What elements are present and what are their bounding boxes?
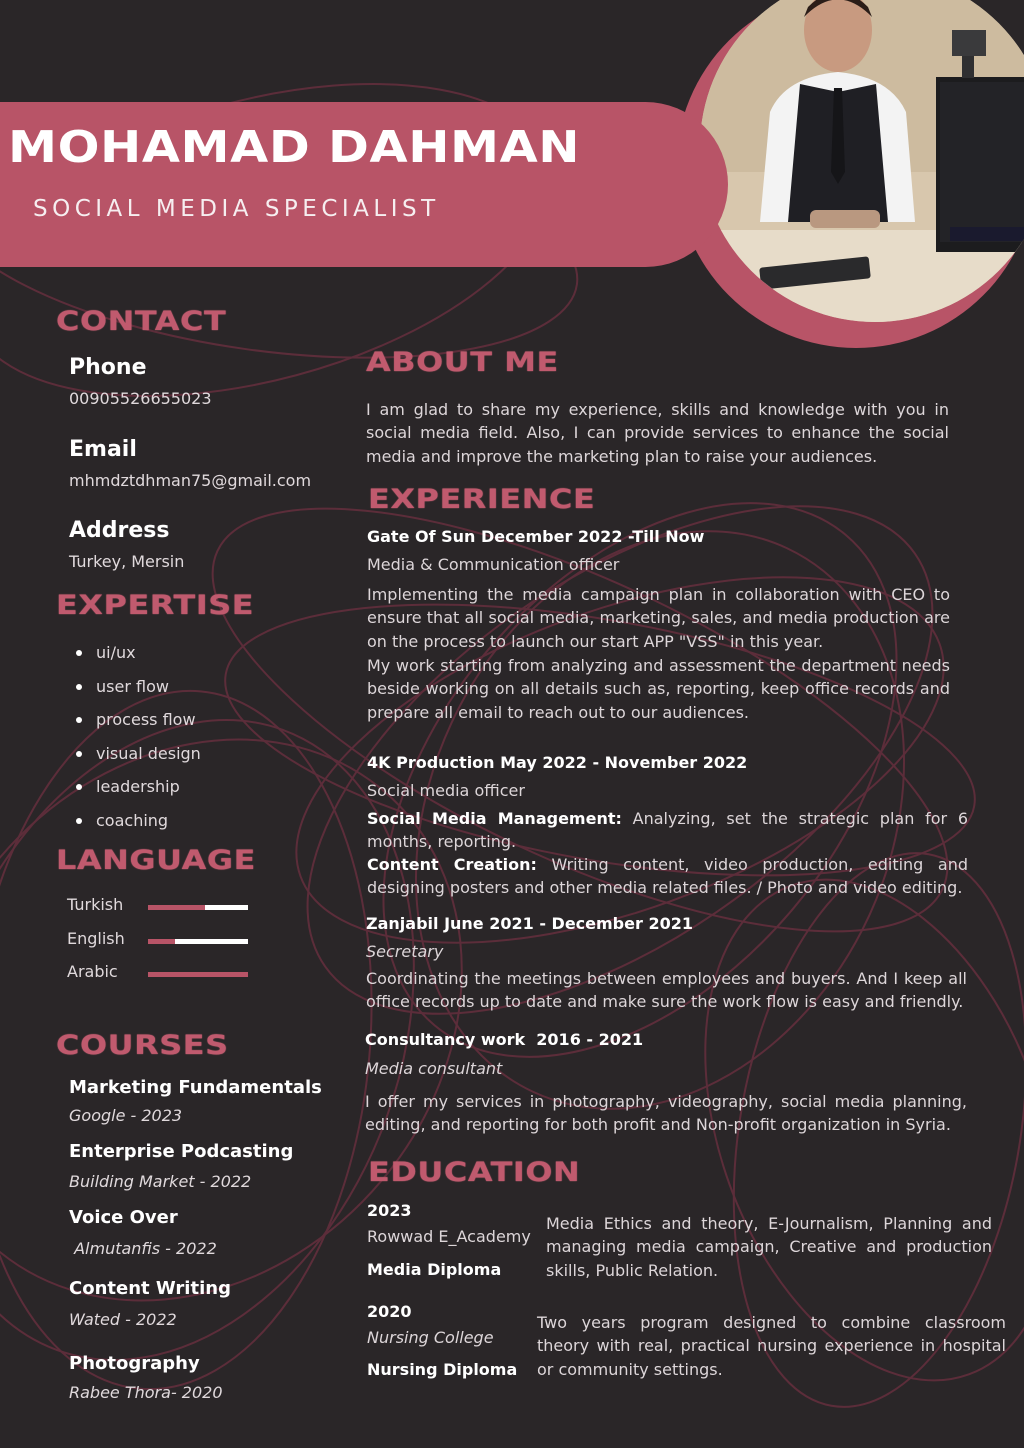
language-row (67, 895, 307, 919)
course-source: Wated - 2022 (69, 1310, 177, 1329)
email-label: Email (69, 437, 137, 462)
course-source: Google - 2023 (69, 1106, 183, 1125)
job-role: Media & Communication officer (367, 555, 620, 574)
expertise-item: process flow (76, 707, 201, 741)
course-title: Content Writing (69, 1278, 231, 1299)
courses-heading: COURSES (56, 1030, 229, 1061)
language-level-fill (148, 939, 175, 944)
job-description: Coordinating the meetings between employees and buyers. And I keep all office records up to date and make sure the work flow is easy and friendly. (366, 969, 967, 1012)
job-header: Consultancy work 2016 - 2021 (365, 1030, 644, 1049)
job-header: Gate Of Sun December 2022 -Till Now (367, 527, 705, 546)
course-source: Almutanfis - 2022 (69, 1239, 217, 1258)
education-year: 2020 (367, 1302, 412, 1321)
expertise-item: visual design (76, 741, 201, 775)
about-text: I am glad to share my experience, skills and knowledge with you in social media field. Also, I can provide services to enhance the social media and improve the marketing plan to raise your audiences. (366, 400, 949, 466)
job-description: I offer my services in photography, videography, social media planning, editing, and reporting for both profit and Non-profit organization in Syria. (365, 1092, 967, 1135)
education-school: Rowwad E_Academy (367, 1227, 531, 1246)
job-role: Media consultant (365, 1059, 503, 1078)
phone-label: Phone (69, 355, 147, 380)
contact-heading: CONTACT (56, 306, 227, 337)
job-bullet-label: Content Creation: (367, 855, 537, 874)
address-label: Address (69, 518, 170, 543)
language-level-fill (148, 905, 205, 910)
address-value: Turkey, Mersin (69, 552, 185, 571)
education-heading: EDUCATION (368, 1157, 581, 1188)
job-header: 4K Production May 2022 - November 2022 (367, 753, 748, 772)
language-heading: LANGUAGE (56, 845, 256, 876)
course-title: Photography (69, 1353, 200, 1374)
expertise-heading: EXPERTISE (56, 590, 255, 621)
job-description: Implementing the media campaign plan in collaboration with CEO to ensure that all social media, marketing, sales, and media production are on the process to launch our start APP "VSS" in this year. (367, 585, 950, 651)
expertise-item: user flow (76, 674, 201, 708)
about-heading: ABOUT ME (366, 347, 559, 378)
job-bullet-label: Social Media Management: (367, 809, 622, 828)
course-title: Voice Over (69, 1207, 178, 1228)
job-bullet (367, 807, 968, 854)
course-source: Building Market - 2022 (69, 1172, 252, 1191)
phone-value: 00905526655023 (69, 389, 212, 408)
job-header: Zanjabil June 2021 - December 2021 (366, 914, 693, 933)
course-source: Rabee Thora- 2020 (69, 1383, 223, 1402)
language-level-bar (148, 939, 248, 944)
language-name: Turkish (67, 895, 124, 914)
education-description: Two years program designed to combine classroom theory with real, practical nursing experience in hospital or community settings. (537, 1313, 1006, 1379)
language-row (67, 962, 307, 986)
education-description: Media Ethics and theory, E-Journalism, Planning and managing media campaign, Creative and production skills, Public Relation. (546, 1214, 992, 1280)
job-bullet-text: Analyzing, set the strategic plan for 6 months, reporting. (367, 809, 969, 852)
job-description: My work starting from analyzing and assessment the department needs beside working on all details such as, reporting, keep office records and prepare all email to reach out to our audiences. (367, 656, 950, 722)
job-bullet-text: Writing content, video production, editing and designing posters and other media related files. / Photo and video editing. (367, 855, 968, 898)
language-level-bar (148, 905, 248, 910)
job-role: Secretary (366, 942, 444, 961)
expertise-item: ui/ux (76, 640, 201, 674)
language-name: English (67, 929, 125, 948)
language-row (67, 929, 307, 953)
candidate-title: SOCIAL MEDIA SPECIALIST (33, 196, 440, 222)
course-title: Marketing Fundamentals (69, 1077, 322, 1098)
expertise-item: coaching (76, 808, 201, 842)
education-degree: Nursing Diploma (367, 1360, 518, 1379)
experience-heading: EXPERIENCE (368, 484, 596, 515)
education-degree: Media Diploma (367, 1260, 502, 1279)
education-year: 2023 (367, 1201, 412, 1220)
education-school: Nursing College (367, 1328, 494, 1347)
language-level-fill (148, 972, 248, 977)
course-title: Enterprise Podcasting (69, 1141, 294, 1162)
expertise-list (76, 640, 201, 841)
expertise-item: leadership (76, 774, 201, 808)
job-role: Social media officer (367, 781, 525, 800)
candidate-name: MOHAMAD DAHMAN (8, 122, 581, 173)
job-bullet (367, 853, 968, 900)
language-name: Arabic (67, 962, 118, 981)
language-level-bar (148, 972, 248, 977)
email-value: mhmdztdhman75@gmail.com (69, 471, 312, 490)
